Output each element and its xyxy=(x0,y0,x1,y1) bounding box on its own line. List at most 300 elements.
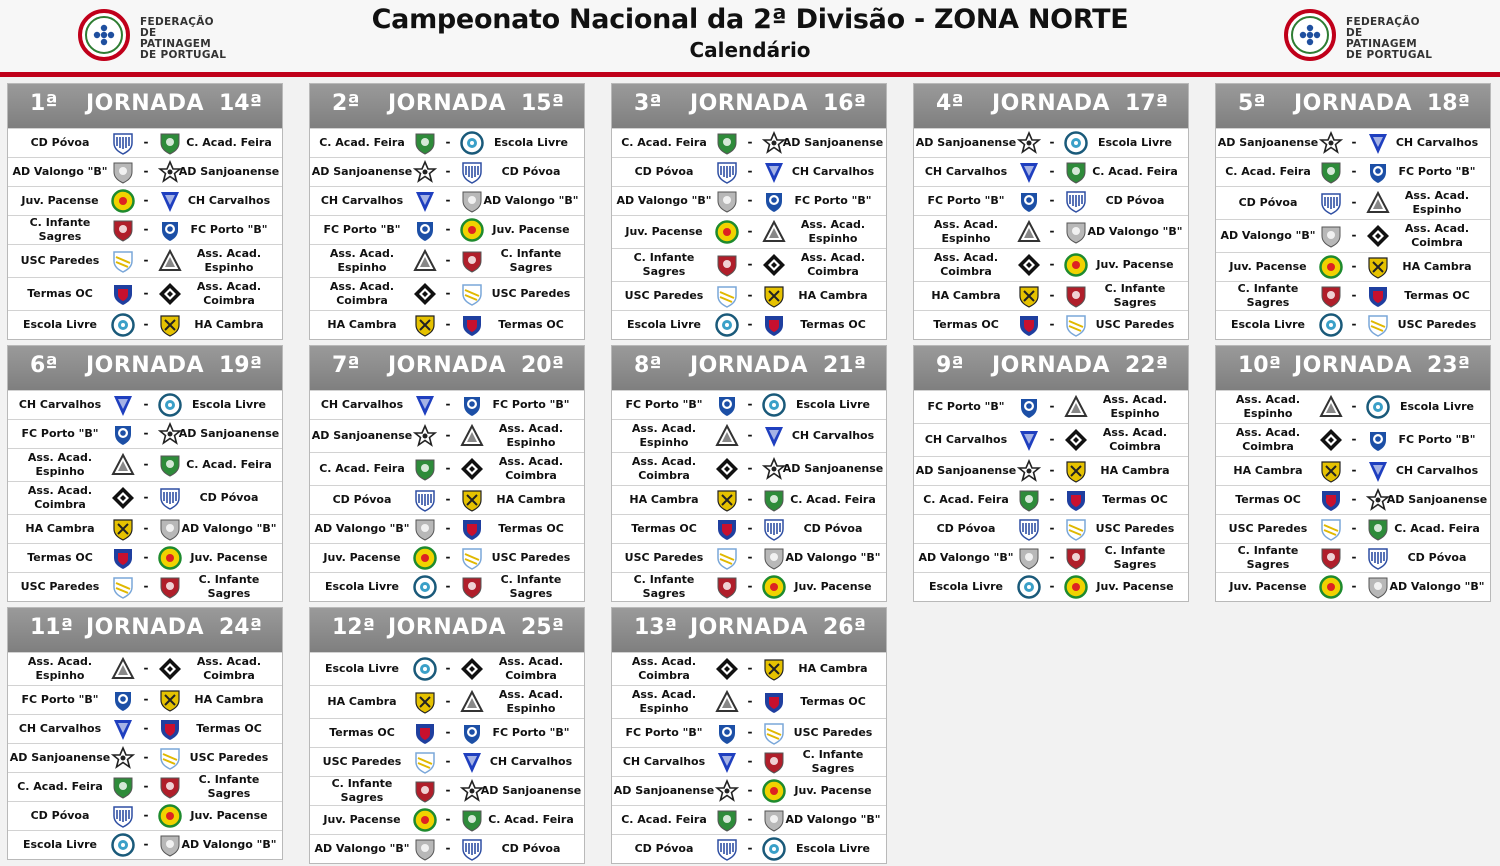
match-separator: - xyxy=(747,783,753,797)
match-separator: - xyxy=(445,550,451,564)
away-team: Ass. Acad. Espinho xyxy=(1102,393,1168,420)
home-team: HA Cambra xyxy=(25,522,95,535)
home-team: Escola Livre xyxy=(1231,318,1305,331)
away-team: Termas OC xyxy=(800,695,866,708)
away-team: Juv. Pacense xyxy=(190,809,268,822)
match-separator: - xyxy=(143,253,149,267)
match-row xyxy=(612,718,886,747)
away-team: USC Paredes xyxy=(1397,318,1477,331)
jornada-header xyxy=(310,84,584,128)
match-row xyxy=(612,572,886,601)
match-separator: - xyxy=(1351,432,1357,446)
federation-name: FEDERAÇÃO DE PATINAGEM DE PORTUGAL xyxy=(1346,16,1433,61)
match-row xyxy=(612,215,886,248)
home-team: USC Paredes xyxy=(20,254,100,267)
match-separator: - xyxy=(747,661,753,675)
home-team: FC Porto "B" xyxy=(21,427,99,440)
match-row xyxy=(8,743,282,772)
jornada-second-round: 26ª xyxy=(822,615,866,640)
match-row xyxy=(914,186,1188,215)
espinho-crest-icon xyxy=(715,424,739,448)
espinho-crest-icon xyxy=(413,249,437,273)
match-separator: - xyxy=(143,164,149,178)
match-row xyxy=(1216,252,1490,281)
match-row xyxy=(612,390,886,419)
povoa-crest-icon xyxy=(1017,517,1041,541)
match-row xyxy=(914,128,1188,157)
match-row xyxy=(1216,423,1490,456)
escola-livre-crest-icon xyxy=(1319,313,1343,337)
match-row xyxy=(310,128,584,157)
match-separator: - xyxy=(445,841,451,855)
match-row xyxy=(612,652,886,685)
match-row xyxy=(8,685,282,714)
jornada-first-round: 4ª xyxy=(936,91,964,116)
match-row xyxy=(612,543,886,572)
match-row xyxy=(914,215,1188,248)
home-team: CD Póvoa xyxy=(30,809,90,822)
match-row xyxy=(914,423,1188,456)
jornada-header xyxy=(8,608,282,652)
feira-crest-icon xyxy=(1017,488,1041,512)
jornada-first-round: 13ª xyxy=(634,615,678,640)
match-row xyxy=(310,514,584,543)
home-team: Ass. Acad. Espinho xyxy=(329,247,395,274)
away-team: HA Cambra xyxy=(798,662,868,675)
jornada-block xyxy=(611,607,887,864)
away-team: HA Cambra xyxy=(1402,260,1472,273)
home-team: Ass. Acad. Espinho xyxy=(631,422,697,449)
home-team: FC Porto "B" xyxy=(927,194,1005,207)
feira-crest-icon xyxy=(413,131,437,155)
match-separator: - xyxy=(1049,492,1055,506)
match-separator: - xyxy=(1351,195,1357,209)
match-separator: - xyxy=(143,808,149,822)
header-divider xyxy=(0,72,1500,77)
away-team: FC Porto "B" xyxy=(190,223,268,236)
home-team: C. Acad. Feira xyxy=(319,462,405,475)
match-separator: - xyxy=(1351,317,1357,331)
away-team: Ass. Acad. Coimbra xyxy=(498,655,564,682)
povoa-crest-icon xyxy=(715,837,739,861)
match-separator: - xyxy=(143,193,149,207)
sanjoanense-crest-icon xyxy=(1017,459,1041,483)
home-team: C. Acad. Feira xyxy=(319,136,405,149)
away-team: AD Valongo "B" xyxy=(181,838,277,851)
match-separator: - xyxy=(1049,164,1055,178)
feira-crest-icon xyxy=(715,131,739,155)
valongo-crest-icon xyxy=(111,160,135,184)
match-row xyxy=(8,514,282,543)
carvalhos-crest-icon xyxy=(1017,160,1041,184)
home-team: Ass. Acad. Coimbra xyxy=(1235,426,1301,453)
match-separator: - xyxy=(747,428,753,442)
jornada-label: JORNADA xyxy=(1293,91,1413,116)
away-team: C. Acad. Feira xyxy=(790,493,876,506)
jornada-label: JORNADA xyxy=(85,91,205,116)
match-row xyxy=(612,685,886,718)
away-team: CD Póvoa xyxy=(803,522,863,535)
away-team: Ass. Acad. Coimbra xyxy=(196,655,262,682)
away-team: AD Valongo "B" xyxy=(785,813,881,826)
home-team: USC Paredes xyxy=(322,755,402,768)
match-row xyxy=(612,747,886,776)
match-separator: - xyxy=(747,193,753,207)
jornada-first-round: 8ª xyxy=(634,353,662,378)
away-team: HA Cambra xyxy=(798,289,868,302)
jornada-first-round: 2ª xyxy=(332,91,360,116)
home-team: CD Póvoa xyxy=(332,493,392,506)
match-row xyxy=(8,186,282,215)
away-team: C. Infante Sagres xyxy=(198,773,260,800)
match-row xyxy=(8,244,282,277)
away-team: Ass. Acad. Coimbra xyxy=(1404,222,1470,249)
jornada-header xyxy=(310,346,584,390)
carvalhos-crest-icon xyxy=(111,393,135,417)
match-row xyxy=(914,514,1188,543)
match-row xyxy=(310,215,584,244)
match-separator: - xyxy=(1049,257,1055,271)
match-row xyxy=(612,834,886,863)
home-team: USC Paredes xyxy=(624,289,704,302)
match-row xyxy=(310,805,584,834)
home-team: CH Carvalhos xyxy=(18,398,102,411)
escola-livre-crest-icon xyxy=(715,313,739,337)
match-row xyxy=(310,543,584,572)
valongo-crest-icon xyxy=(413,517,437,541)
home-team: Juv. Pacense xyxy=(1229,260,1307,273)
coimbra-crest-icon xyxy=(715,657,739,681)
home-team: Juv. Pacense xyxy=(323,813,401,826)
jornada-second-round: 19ª xyxy=(218,353,262,378)
federation-emblem-icon xyxy=(1284,9,1336,61)
away-team: FC Porto "B" xyxy=(492,726,570,739)
match-row xyxy=(8,572,282,601)
away-team: FC Porto "B" xyxy=(1398,433,1476,446)
jornada-block xyxy=(7,607,283,860)
home-team: Ass. Acad. Espinho xyxy=(933,218,999,245)
away-team: Juv. Pacense xyxy=(492,223,570,236)
jornada-header xyxy=(1216,346,1490,390)
jornada-block xyxy=(1215,83,1491,340)
jornada-first-round: 3ª xyxy=(634,91,662,116)
away-team: C. Acad. Feira xyxy=(488,813,574,826)
match-row xyxy=(310,747,584,776)
povoa-crest-icon xyxy=(413,488,437,512)
jornada-label: JORNADA xyxy=(991,91,1111,116)
home-team: Ass. Acad. Coimbra xyxy=(933,251,999,278)
home-team: AD Valongo "B" xyxy=(616,194,712,207)
termas-crest-icon xyxy=(1319,488,1343,512)
match-separator: - xyxy=(1049,463,1055,477)
carvalhos-crest-icon xyxy=(111,717,135,741)
page-header xyxy=(0,0,1500,73)
home-team: AD Sanjoanense xyxy=(915,136,1017,149)
match-row xyxy=(1216,572,1490,601)
home-team: C. Infante Sagres xyxy=(633,573,695,600)
match-separator: - xyxy=(445,135,451,149)
match-row xyxy=(612,514,886,543)
jornada-label: JORNADA xyxy=(689,91,809,116)
jornada-header xyxy=(8,84,282,128)
match-separator: - xyxy=(747,317,753,331)
match-separator: - xyxy=(143,692,149,706)
match-row xyxy=(914,572,1188,601)
home-team: AD Valongo "B" xyxy=(1220,229,1316,242)
escola-livre-crest-icon xyxy=(413,657,437,681)
espinho-crest-icon xyxy=(111,453,135,477)
jornada-first-round: 5ª xyxy=(1238,91,1266,116)
home-team: HA Cambra xyxy=(327,318,397,331)
home-team: C. Acad. Feira xyxy=(1225,165,1311,178)
cambra-crest-icon xyxy=(111,517,135,541)
match-separator: - xyxy=(143,521,149,535)
away-team: HA Cambra xyxy=(496,493,566,506)
jornada-header xyxy=(612,608,886,652)
jornada-label: JORNADA xyxy=(387,353,507,378)
sanjoanense-crest-icon xyxy=(1319,131,1343,155)
away-team: AD Valongo "B" xyxy=(1389,580,1485,593)
match-separator: - xyxy=(1351,579,1357,593)
match-row xyxy=(1216,186,1490,219)
match-separator: - xyxy=(747,841,753,855)
away-team: Ass. Acad. Espinho xyxy=(498,422,564,449)
match-row xyxy=(612,452,886,485)
match-row xyxy=(8,543,282,572)
match-row xyxy=(612,157,886,186)
home-team: FC Porto "B" xyxy=(625,398,703,411)
match-separator: - xyxy=(747,521,753,535)
match-separator: - xyxy=(445,461,451,475)
match-separator: - xyxy=(143,457,149,471)
match-row xyxy=(8,215,282,244)
away-team: C. Infante Sagres xyxy=(500,247,562,274)
jornada-header xyxy=(914,346,1188,390)
match-separator: - xyxy=(445,754,451,768)
coimbra-crest-icon xyxy=(1017,253,1041,277)
match-separator: - xyxy=(143,579,149,593)
away-team: FC Porto "B" xyxy=(492,398,570,411)
jornada-label: JORNADA xyxy=(689,615,809,640)
away-team: USC Paredes xyxy=(793,726,873,739)
match-row xyxy=(8,310,282,339)
jornada-block xyxy=(309,345,585,602)
home-team: C. Infante Sagres xyxy=(1237,282,1299,309)
away-team: C. Acad. Feira xyxy=(186,136,272,149)
home-team: Ass. Acad. Espinho xyxy=(27,451,93,478)
pacense-crest-icon xyxy=(413,546,437,570)
match-separator: - xyxy=(143,837,149,851)
home-team: Escola Livre xyxy=(23,318,97,331)
home-team: Juv. Pacense xyxy=(21,194,99,207)
home-team: AD Sanjoanense xyxy=(1217,136,1319,149)
match-separator: - xyxy=(1049,399,1055,413)
jornada-block xyxy=(309,83,585,340)
away-team: C. Acad. Feira xyxy=(186,458,272,471)
page-subtitle: Calendário xyxy=(689,38,811,62)
match-row xyxy=(1216,514,1490,543)
away-team: AD Sanjoanense xyxy=(178,427,280,440)
away-team: AD Sanjoanense xyxy=(782,462,884,475)
match-row xyxy=(914,157,1188,186)
match-separator: - xyxy=(445,783,451,797)
home-team: C. Infante Sagres xyxy=(633,251,695,278)
valongo-crest-icon xyxy=(715,189,739,213)
match-row xyxy=(310,572,584,601)
home-team: CH Carvalhos xyxy=(320,398,404,411)
away-team: CH Carvalhos xyxy=(187,194,271,207)
match-separator: - xyxy=(1049,579,1055,593)
match-separator: - xyxy=(445,812,451,826)
match-row xyxy=(310,244,584,277)
match-row xyxy=(914,456,1188,485)
home-team: Termas OC xyxy=(1235,493,1301,506)
match-separator: - xyxy=(143,397,149,411)
match-row xyxy=(8,448,282,481)
away-team: Juv. Pacense xyxy=(794,784,872,797)
match-separator: - xyxy=(445,253,451,267)
home-team: Termas OC xyxy=(27,287,93,300)
match-separator: - xyxy=(1049,432,1055,446)
match-row xyxy=(8,419,282,448)
jornada-block xyxy=(309,607,585,864)
match-row xyxy=(612,128,886,157)
match-separator: - xyxy=(445,725,451,739)
away-team: USC Paredes xyxy=(1095,522,1175,535)
match-separator: - xyxy=(747,288,753,302)
valongo-crest-icon xyxy=(1017,546,1041,570)
feira-crest-icon xyxy=(715,808,739,832)
pacense-crest-icon xyxy=(1319,575,1343,599)
match-separator: - xyxy=(1049,193,1055,207)
away-team: CH Carvalhos xyxy=(791,429,875,442)
jornada-header xyxy=(8,346,282,390)
porto-crest-icon xyxy=(111,422,135,446)
jornada-label: JORNADA xyxy=(387,91,507,116)
home-team: Escola Livre xyxy=(325,662,399,675)
away-team: HA Cambra xyxy=(194,693,264,706)
away-team: AD Sanjoanense xyxy=(1386,493,1488,506)
home-team: USC Paredes xyxy=(1228,522,1308,535)
match-separator: - xyxy=(1049,317,1055,331)
paredes-crest-icon xyxy=(715,546,739,570)
federation-name: FEDERAÇÃO DE PATINAGEM DE PORTUGAL xyxy=(140,16,227,61)
match-row xyxy=(1216,219,1490,252)
pacense-crest-icon xyxy=(715,220,739,244)
match-separator: - xyxy=(747,135,753,149)
povoa-crest-icon xyxy=(715,160,739,184)
away-team: AD Valongo "B" xyxy=(483,194,579,207)
match-row xyxy=(8,157,282,186)
away-team: Juv. Pacense xyxy=(190,551,268,564)
jornada-header xyxy=(914,84,1188,128)
paredes-crest-icon xyxy=(715,284,739,308)
carvalhos-crest-icon xyxy=(715,750,739,774)
home-team: Termas OC xyxy=(27,551,93,564)
home-team: AD Sanjoanense xyxy=(311,429,413,442)
match-row xyxy=(8,481,282,514)
home-team: FC Porto "B" xyxy=(323,223,401,236)
match-separator: - xyxy=(747,579,753,593)
match-separator: - xyxy=(143,135,149,149)
jornada-first-round: 11ª xyxy=(30,615,74,640)
match-separator: - xyxy=(445,397,451,411)
home-team: CH Carvalhos xyxy=(924,433,1008,446)
porto-crest-icon xyxy=(715,393,739,417)
match-row xyxy=(310,390,584,419)
carvalhos-crest-icon xyxy=(413,393,437,417)
coimbra-crest-icon xyxy=(413,282,437,306)
match-row xyxy=(612,281,886,310)
match-separator: - xyxy=(1351,463,1357,477)
espinho-crest-icon xyxy=(715,690,739,714)
home-team: Escola Livre xyxy=(929,580,1003,593)
home-team: FC Porto "B" xyxy=(927,400,1005,413)
match-separator: - xyxy=(1351,135,1357,149)
home-team: HA Cambra xyxy=(1233,464,1303,477)
home-team: AD Valongo "B" xyxy=(12,165,108,178)
away-team: Ass. Acad. Espinho xyxy=(498,688,564,715)
coimbra-crest-icon xyxy=(715,457,739,481)
match-separator: - xyxy=(1351,399,1357,413)
match-separator: - xyxy=(1049,135,1055,149)
away-team: HA Cambra xyxy=(1100,464,1170,477)
match-separator: - xyxy=(1351,288,1357,302)
match-separator: - xyxy=(747,461,753,475)
match-row xyxy=(310,186,584,215)
away-team: Termas OC xyxy=(196,722,262,735)
match-row xyxy=(1216,390,1490,423)
povoa-crest-icon xyxy=(111,804,135,828)
match-separator: - xyxy=(445,193,451,207)
match-separator: - xyxy=(445,222,451,236)
away-team: Escola Livre xyxy=(796,842,870,855)
match-row xyxy=(310,452,584,485)
match-separator: - xyxy=(143,490,149,504)
jornada-second-round: 17ª xyxy=(1124,91,1168,116)
match-separator: - xyxy=(445,164,451,178)
away-team: Escola Livre xyxy=(494,136,568,149)
carvalhos-crest-icon xyxy=(1017,428,1041,452)
away-team: AD Valongo "B" xyxy=(785,551,881,564)
match-separator: - xyxy=(1351,492,1357,506)
carvalhos-crest-icon xyxy=(413,189,437,213)
away-team: USC Paredes xyxy=(491,287,571,300)
away-team: CD Póvoa xyxy=(199,491,259,504)
home-team: C. Acad. Feira xyxy=(621,136,707,149)
away-team: CD Póvoa xyxy=(501,842,561,855)
match-row xyxy=(310,718,584,747)
escola-livre-crest-icon xyxy=(111,313,135,337)
match-row xyxy=(8,714,282,743)
match-separator: - xyxy=(143,550,149,564)
home-team: Termas OC xyxy=(631,522,697,535)
away-team: AD Sanjoanense xyxy=(480,784,582,797)
away-team: Termas OC xyxy=(1102,493,1168,506)
match-separator: - xyxy=(445,579,451,593)
match-row xyxy=(612,419,886,452)
home-team: Escola Livre xyxy=(627,318,701,331)
away-team: C. Infante Sagres xyxy=(1104,282,1166,309)
jornada-second-round: 20ª xyxy=(520,353,564,378)
sagres-crest-icon xyxy=(715,253,739,277)
home-team: CD Póvoa xyxy=(936,522,996,535)
match-separator: - xyxy=(747,492,753,506)
jornada-first-round: 10ª xyxy=(1238,353,1282,378)
termas-crest-icon xyxy=(111,546,135,570)
match-separator: - xyxy=(1351,228,1357,242)
jornada-second-round: 22ª xyxy=(1124,353,1168,378)
